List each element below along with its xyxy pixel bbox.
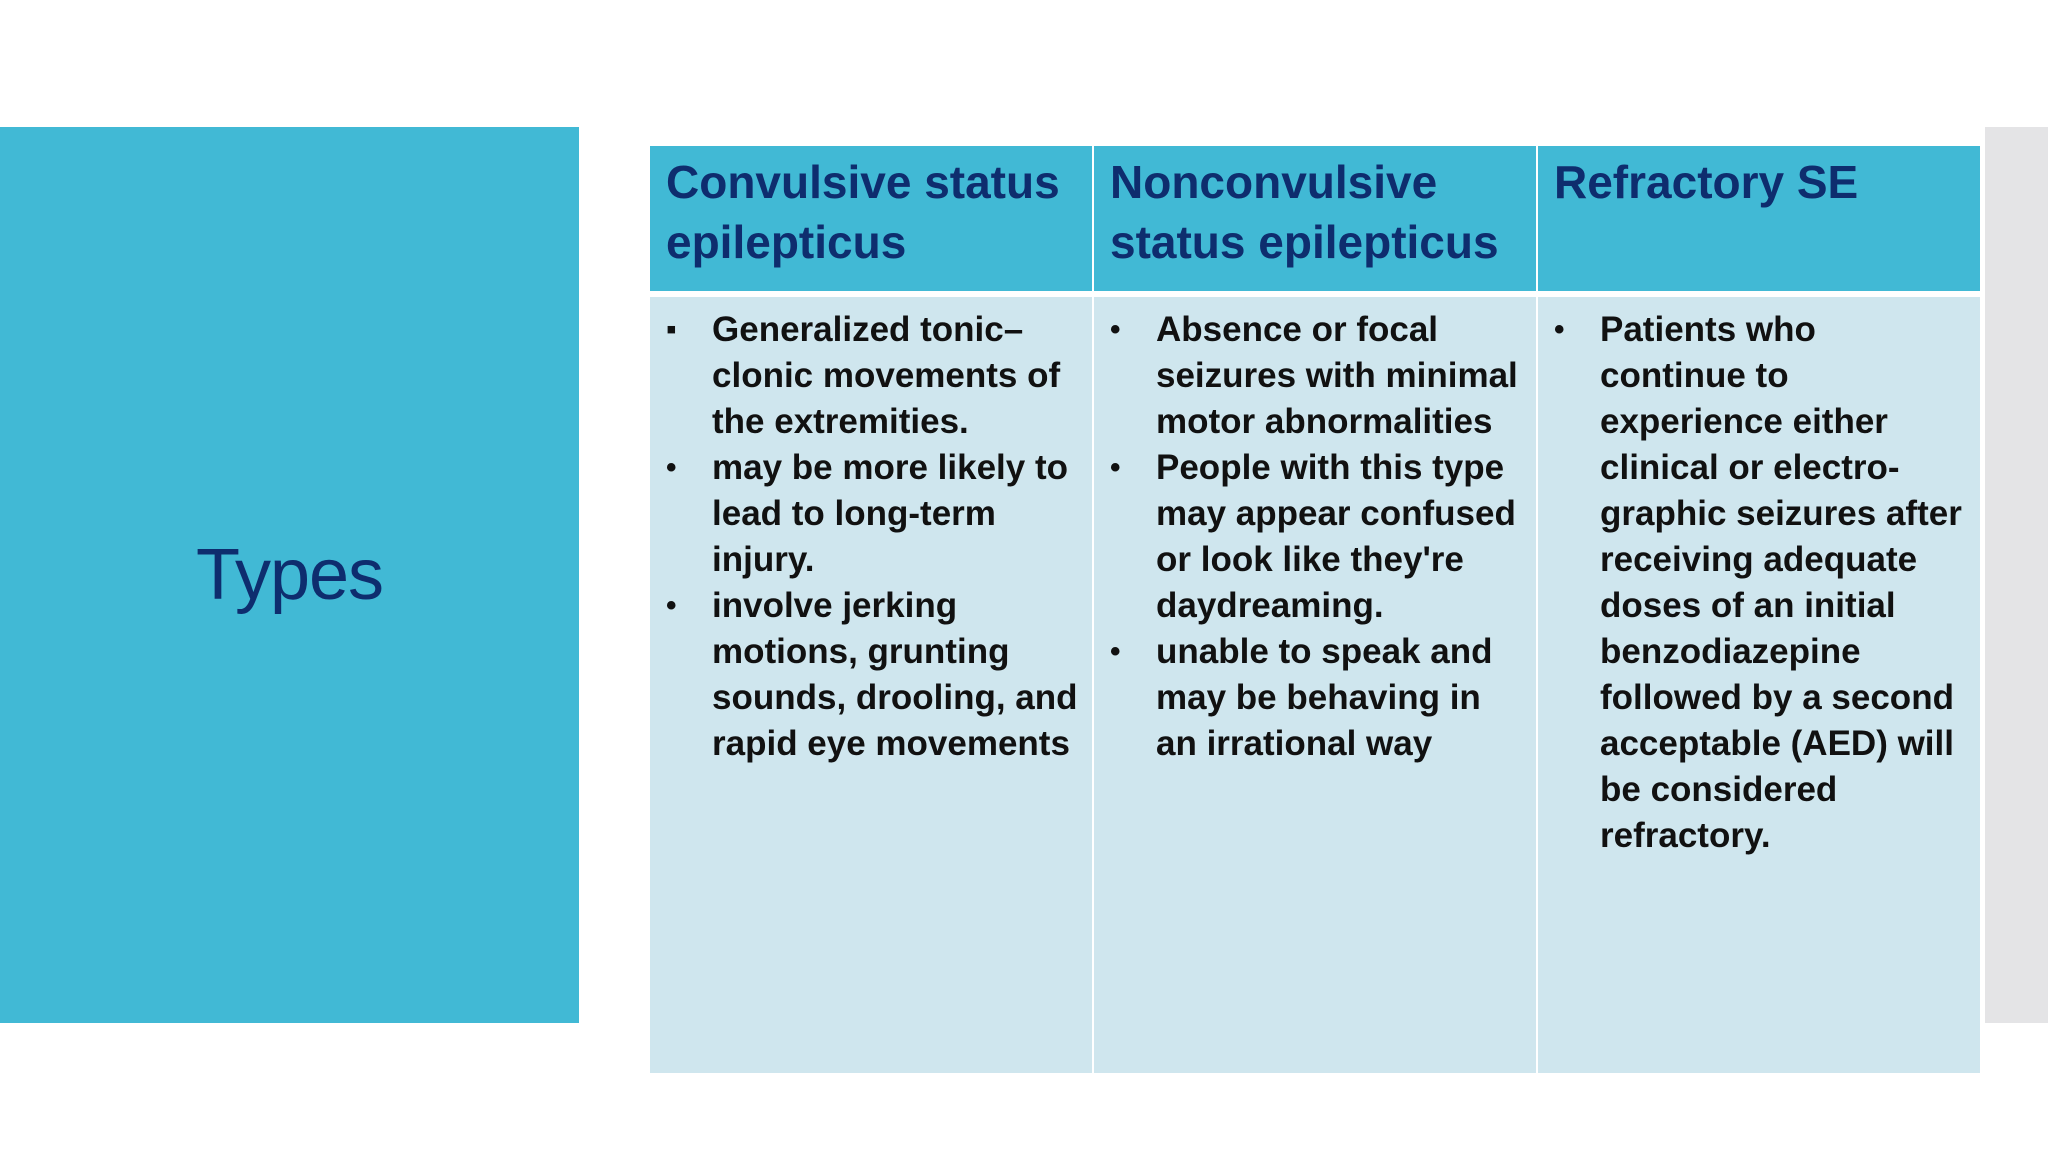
column-header-convulsive: Convulsive status epilepticus [650, 146, 1092, 291]
list-item: • unable to speak and may be behaving in an irrational way [1108, 629, 1526, 767]
types-table [650, 146, 1980, 1073]
round-bullet-icon: • [666, 451, 677, 484]
column-header-refractory: Refractory SE [1538, 146, 1980, 291]
slide-title: Types [195, 535, 384, 615]
list-item: • Absence or focal seizures with minimal motor abnormalities [1108, 307, 1526, 445]
round-bullet-icon: • [1110, 635, 1121, 668]
side-strip [1985, 127, 2048, 1023]
column-body-nonconvulsive [1094, 297, 1536, 1073]
list-item: • Patients who continue to experience either clinical or electro-graphic seizures after receiving adequate doses of an initial benzodiazepine followed by a second acceptable (AED) will be considered refractory. [1552, 307, 1970, 859]
list-item: • involve jerking motions, grunting sounds, drooling, and rapid eye movements [664, 583, 1082, 767]
column-body-refractory [1538, 297, 1980, 1073]
column-body-convulsive [650, 297, 1092, 1073]
list-item: • may be more likely to lead to long-term injury. [664, 445, 1082, 583]
list-item: • People with this type may appear confused or look like they're daydreaming. [1108, 445, 1526, 629]
round-bullet-icon: • [1110, 451, 1121, 484]
round-bullet-icon: • [666, 589, 677, 622]
square-bullet-icon: ▪ [666, 313, 677, 346]
column-header-nonconvulsive: Nonconvulsive status epilepticus [1094, 146, 1536, 291]
list-item: ▪ Generalized tonic–clonic movements of the extremities. [664, 307, 1082, 445]
round-bullet-icon: • [1554, 313, 1565, 346]
round-bullet-icon: • [1110, 313, 1121, 346]
